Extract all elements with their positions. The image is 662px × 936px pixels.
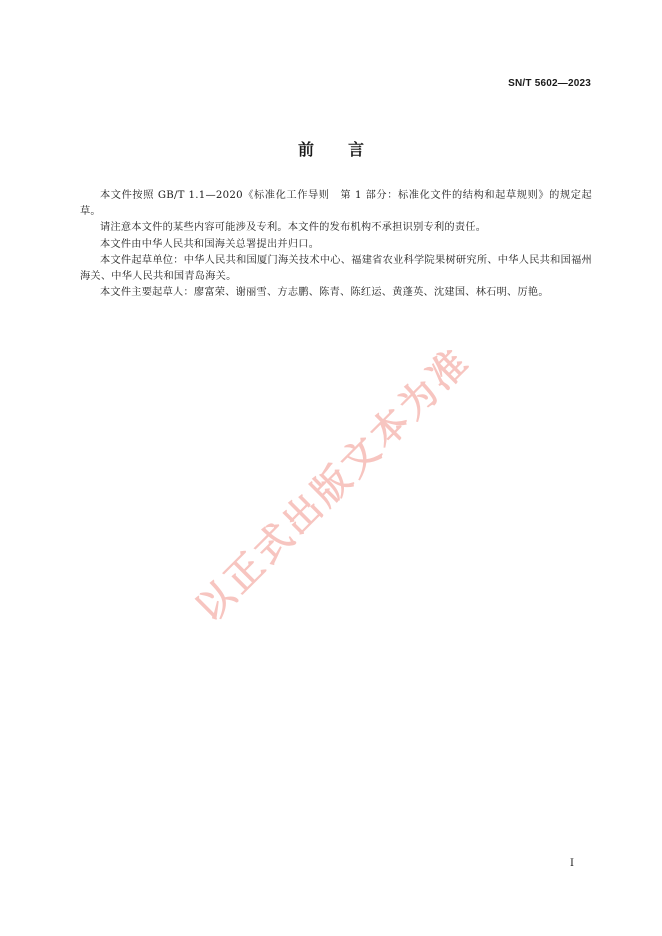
- paragraph-drafters: 本文件主要起草人：廖富荣、谢丽雪、方志鹏、陈青、陈红运、黄蓬英、沈建国、林石明、厉艳。: [100, 287, 549, 299]
- standard-code: SN/T 5602—2023: [508, 78, 591, 89]
- title-char-1: 前: [297, 140, 314, 159]
- paragraph-proposer: 本文件由中华人民共和国海关总署提出并归口。: [100, 238, 320, 250]
- paragraph-patent-notice: 请注意本文件的某些内容可能涉及专利。本文件的发布机构不承担识别专利的责任。: [100, 222, 487, 234]
- title-char-2: 言: [348, 140, 365, 159]
- foreword-body: [80, 188, 592, 301]
- paragraph-drafting-basis: 本文件按照 GB/T 1.1—2020《标准化工作导则 第 1 部分：标准化文件的结构和起草规则》的规定起草。: [80, 190, 592, 218]
- watermark-stamp: 以正式出版文本为准: [187, 338, 479, 631]
- paragraph-drafting-units: 本文件起草单位：中华人民共和国厦门海关技术中心、福建省农业科学院果树研究所、中华人民共和国福州海关、中华人民共和国青岛海关。: [80, 254, 592, 283]
- page-title: [0, 137, 662, 160]
- page-number: I: [570, 858, 574, 869]
